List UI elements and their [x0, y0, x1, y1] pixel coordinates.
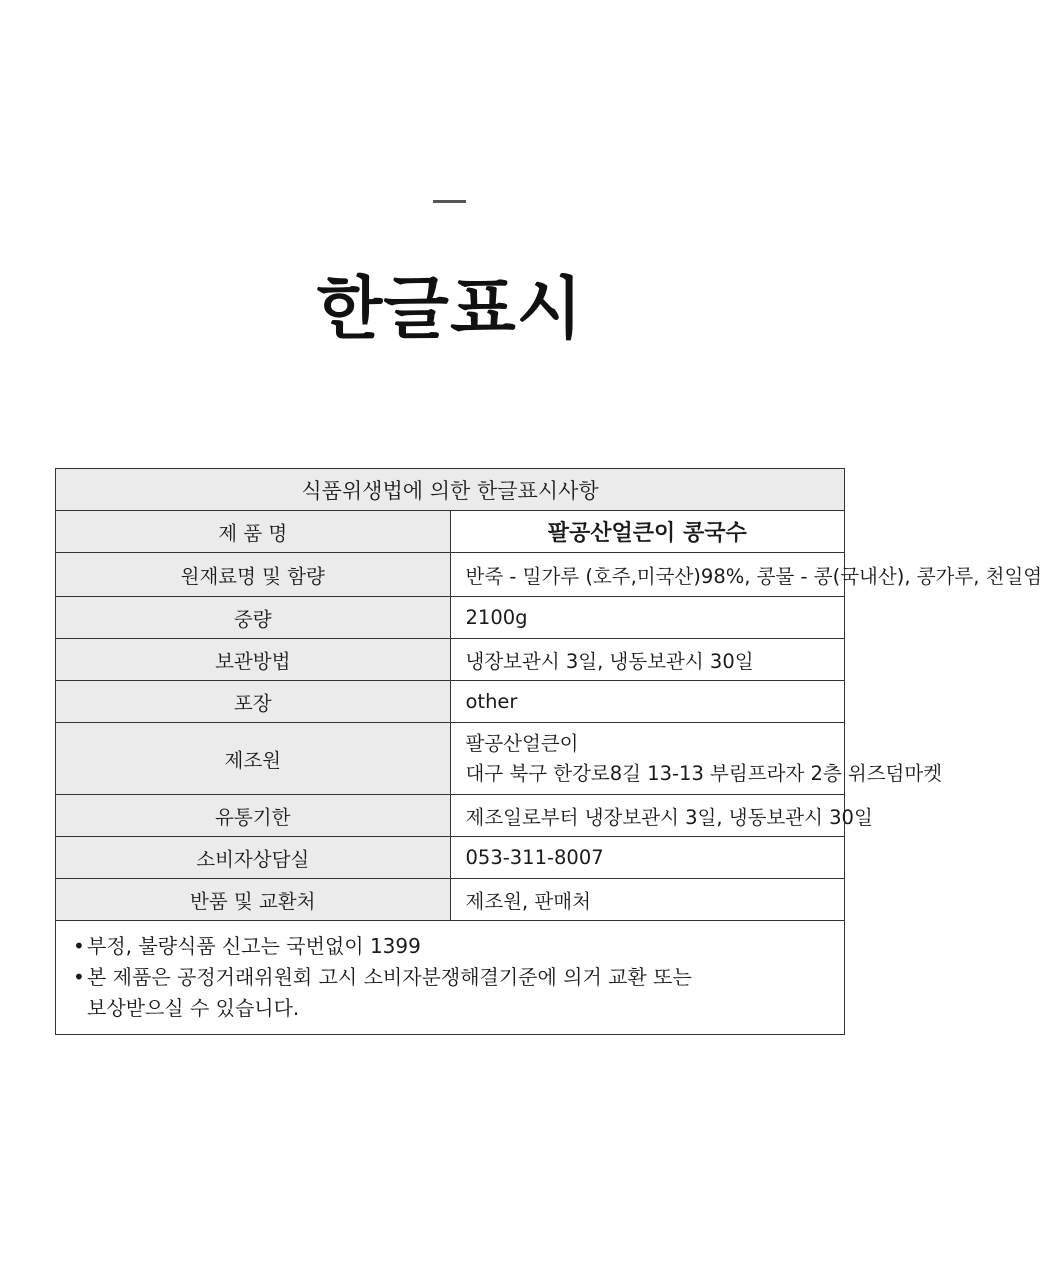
table-caption-row	[56, 469, 845, 511]
row-label: 포장	[56, 681, 451, 723]
table-row-weight	[56, 597, 845, 639]
row-label: 반품 및 교환처	[56, 879, 451, 921]
packaging-value: other	[450, 681, 845, 723]
table-row-product-name	[56, 511, 845, 553]
table-row-manufacturer	[56, 723, 845, 795]
notes-cell	[56, 921, 845, 1035]
table-row-ingredients	[56, 553, 845, 597]
bullet-icon: •	[73, 934, 85, 958]
row-label: 원재료명 및 함량	[56, 553, 451, 597]
note-text: 부정, 불량식품 신고는 국번없이 1399	[87, 934, 421, 958]
page-title: 한글표시	[316, 270, 584, 349]
product-name-value: 팔공산얼큰이 콩국수	[450, 511, 845, 553]
row-label: 제조원	[56, 723, 451, 795]
manufacturer-name: 팔공산얼큰이	[465, 731, 579, 755]
table-row-return-exchange	[56, 879, 845, 921]
row-label: 중량	[56, 597, 451, 639]
table-row-expiry	[56, 795, 845, 837]
note-item	[73, 962, 844, 1024]
food-label-table	[55, 468, 1042, 1035]
return-exchange-value: 제조원, 판매처	[450, 879, 845, 921]
consumer-center-phone: 053-311-8007	[450, 837, 845, 879]
table-row-packaging	[56, 681, 845, 723]
row-label: 소비자상담실	[56, 837, 451, 879]
note-item	[73, 931, 844, 962]
note-text: 본 제품은 공정거래위원회 고시 소비자분쟁해결기준에 의거 교환 또는	[87, 965, 692, 989]
row-label: 유통기한	[56, 795, 451, 837]
bullet-icon: •	[73, 965, 85, 989]
manufacturer-value	[450, 723, 943, 795]
row-label: 보관방법	[56, 639, 451, 681]
note-text-continued: 보상받으실 수 있습니다.	[87, 996, 300, 1020]
ingredients-value: 반죽 - 밀가루 (호주,미국산)98%, 콩물 - 콩(국내산), 콩가루, 천일염	[450, 553, 845, 597]
manufacturer-address: 대구 북구 한강로8길 13-13 부림프라자 2층 위즈덤마켓	[465, 761, 943, 785]
row-label: 제 품 명	[56, 511, 451, 553]
weight-value: 2100g	[450, 597, 845, 639]
table-caption: 식품위생법에 의한 한글표시사항	[56, 469, 845, 511]
table-row-notes	[56, 921, 845, 1035]
storage-value: 냉장보관시 3일, 냉동보관시 30일	[450, 639, 845, 681]
expiry-value: 제조일로부터 냉장보관시 3일, 냉동보관시 30일	[450, 795, 845, 837]
table-row-storage	[56, 639, 845, 681]
title-dash-divider	[433, 200, 466, 203]
table-row-consumer-center	[56, 837, 845, 879]
